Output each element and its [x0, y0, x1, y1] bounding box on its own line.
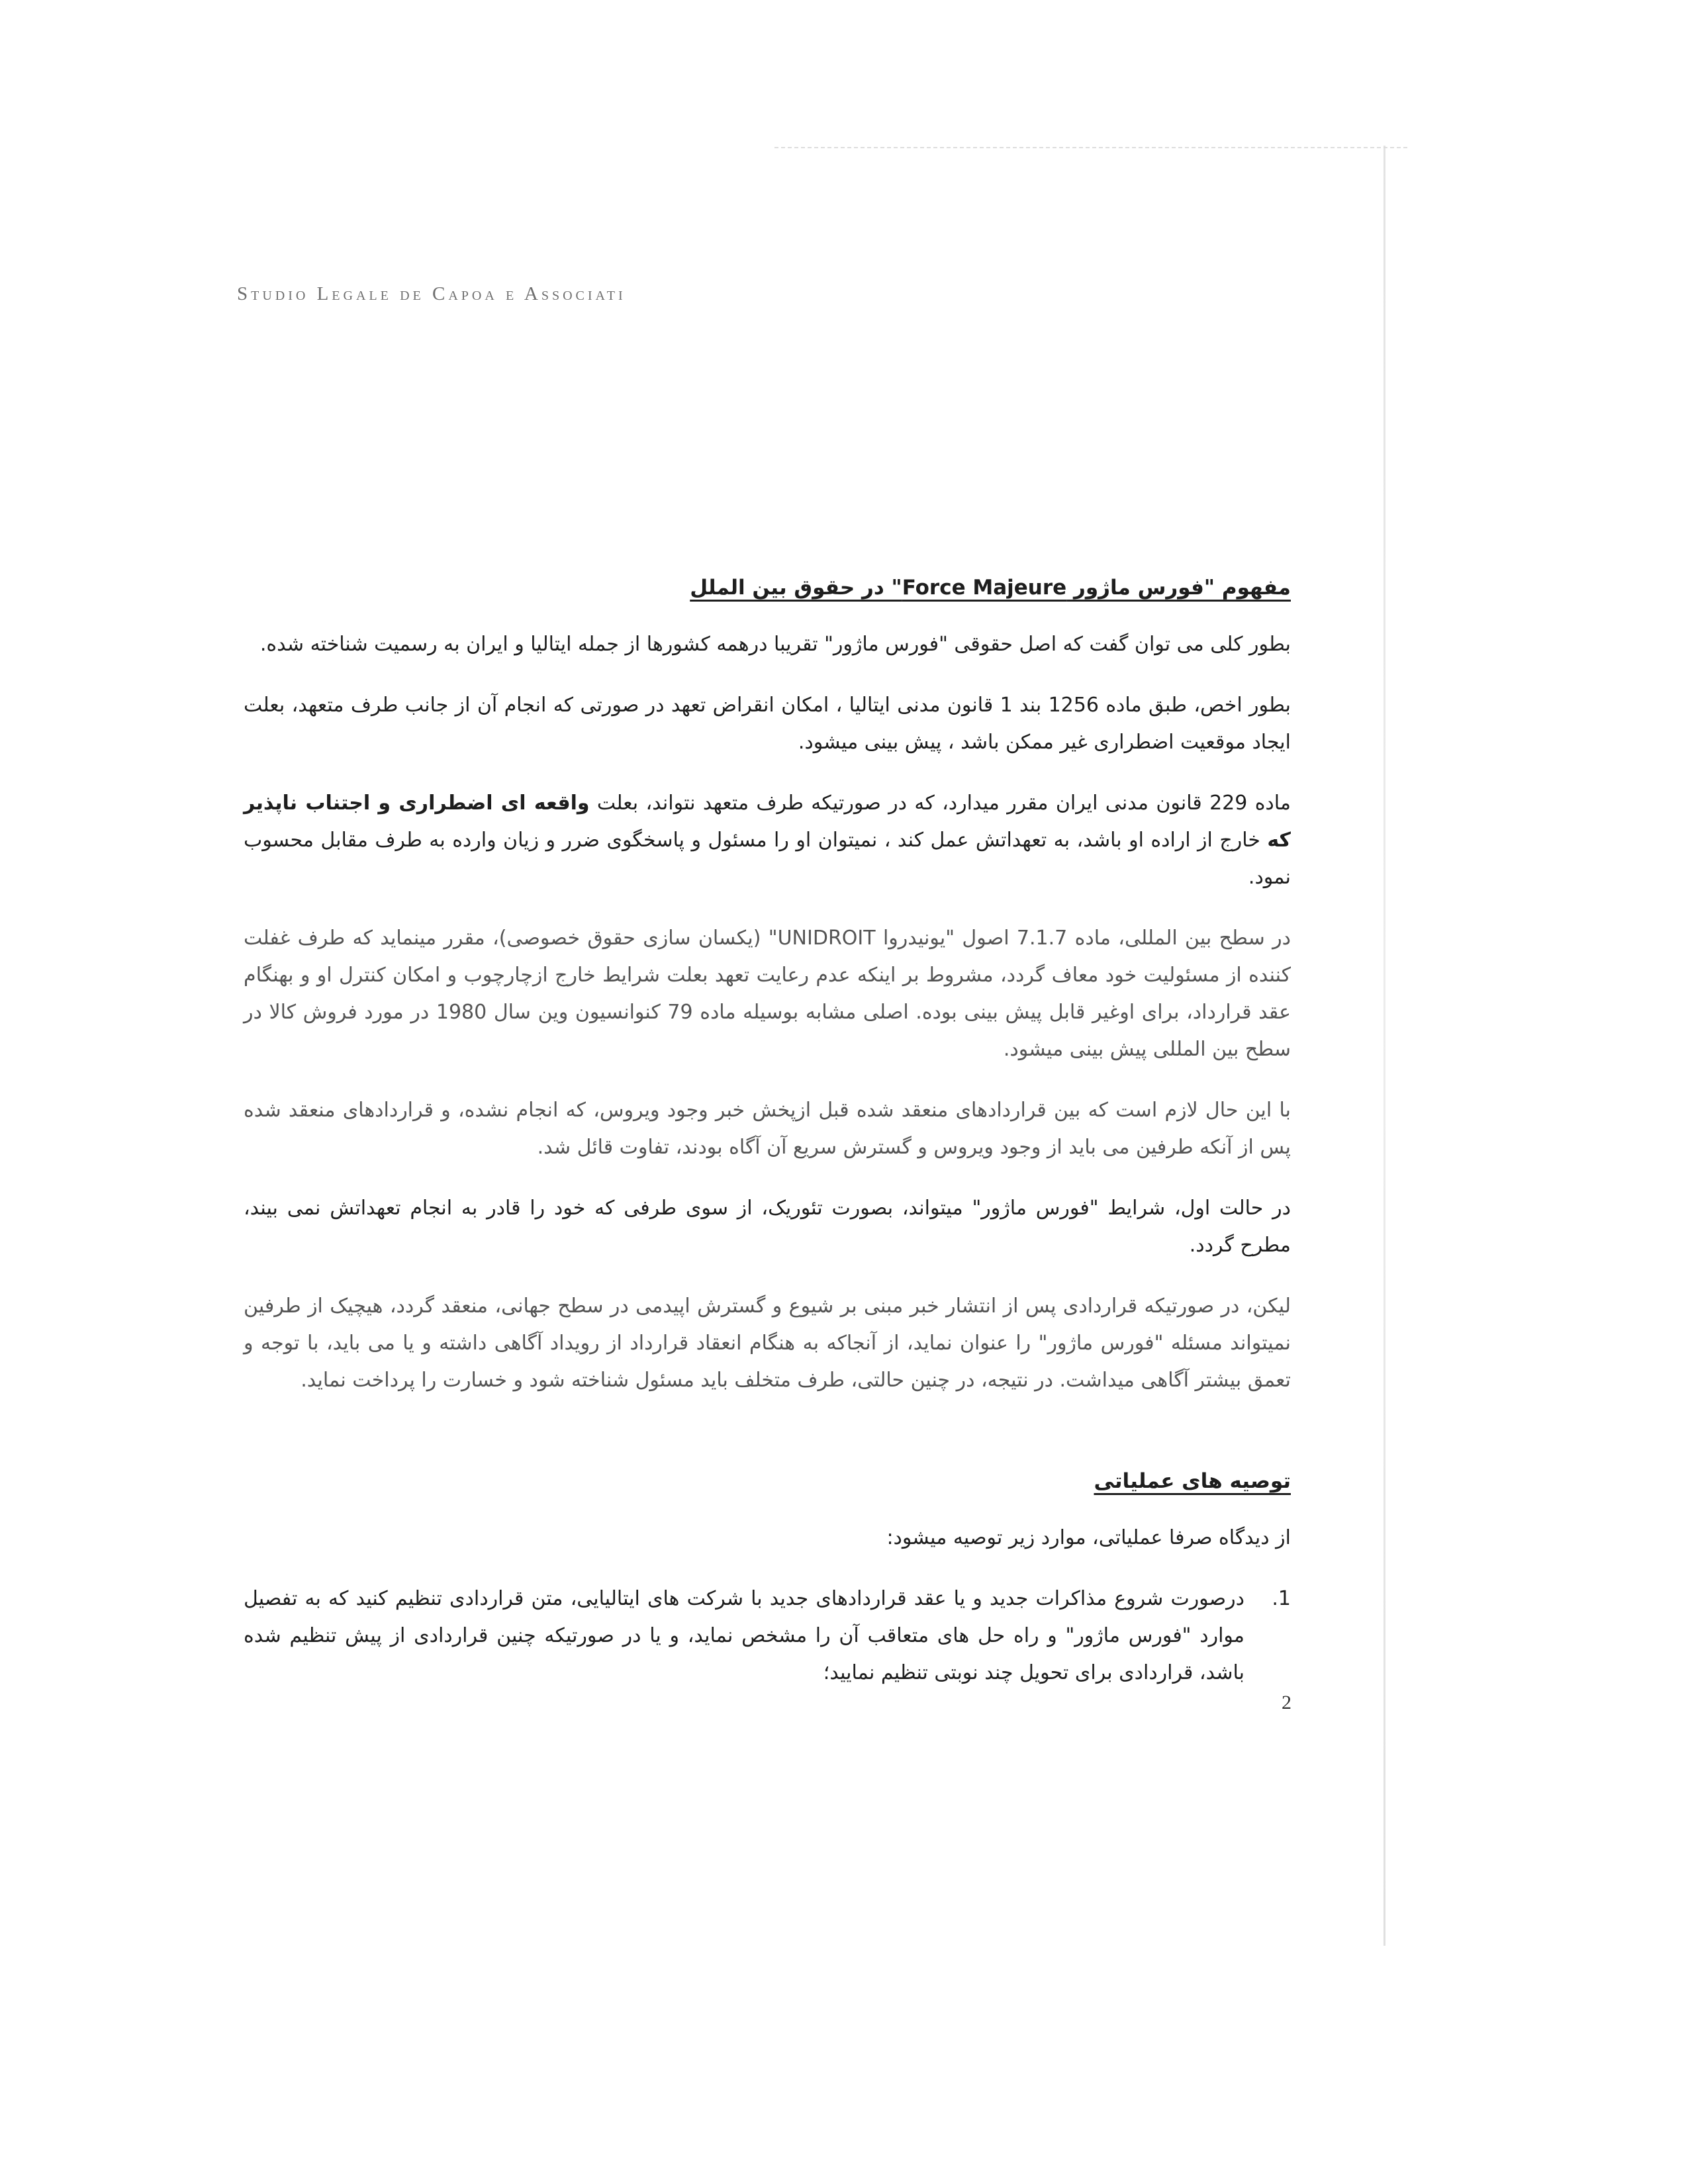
recommendations-intro: از دیدگاه صرفا عملیاتی، موارد زیر توصیه میشود:	[886, 1526, 1291, 1549]
list-item-text: درصورت شروع مذاکرات جدید و یا عقد قراردادهای جدید با شرکت های ایتالیایی، متن قراردادی تنظیم کنید که به تفصیل موارد "فورس ماژور" و راه حل های متعاقب آن را مشخص نماید، و یا در صورتیکه چنین قراردادی از پیش تنظیم شده باشد، قراردادی برای تحویل چند نوبتی تنظیم نمایید؛	[244, 1587, 1244, 1684]
paragraph-unidroit: در سطح بین المللی، ماده 7.1.7 اصول "یونیدروا UNIDROIT" (یکسان سازی حقوق خصوصی)، مقرر مینماید که طرف غفلت کننده از مسئولیت خود معاف گردد، مشروط بر اینکه عدم رعایت تعهد بعلت شرایط خارج ازچارچوب و امکان کنترل او و بهنگام عقد قرارداد، برای اوغیر قابل پیش بینی بوده. اصلی مشابه بوسیله ماده 79 کنوانسیون وین سال 1980 در مورد فروش کالا در سطح بین المللی پیش بینی میشود.	[244, 927, 1291, 1061]
scan-edge-top	[774, 147, 1410, 148]
article229-text-end: خارج از اراده او باشد، به تعهداتش عمل کند ، نمیتوان او را مسئول و پاسخگوی ضرر و زیان وارده به طرف مقابل محسوب نمود.	[244, 829, 1291, 889]
section-heading-recommendations: توصیه های عملیاتی	[1094, 1469, 1291, 1493]
firm-letterhead: Studio Legale de Capoa e Associati	[237, 283, 626, 304]
list-item	[244, 1580, 1291, 1692]
paragraph-general: بطور کلی می توان گفت که اصل حقوقی "فورس ماژور" تقریبا درهمه کشورها از جمله ایتالیا و ایران به رسمیت شناخته شده.	[259, 633, 1291, 656]
article229-bold-text: واقعه ای اضطراری و اجتناب ناپذیر که	[244, 792, 1291, 852]
paragraph-contract-timing: با این حال لازم است که بین قراردادهای منعقد شده قبل ازپخش خبر وجود ویروس، که انجام نشده، و قراردادهای منعقد شده پس از آنکه طرفین می باید از وجود ویروس و گسترش سریع آن آگاه بودند، تفاوت قائل شد.	[244, 1099, 1291, 1159]
article229-text-start: ماده 229 قانون مدنی ایران مقرر میدارد، که در صورتیکه طرف متعهد نتواند، بعلت	[589, 792, 1291, 815]
document-body	[244, 569, 1291, 1692]
paragraph-iranian-civil-code	[244, 785, 1291, 896]
paragraph-italian-civil-code: بطور اخص، طبق ماده 1256 بند 1 قانون مدنی ایتالیا ، امکان انقراض تعهد در صورتی که انجام آن از جانب طرف متعهد، بعلت ایجاد موقعیت اضطراری غیر ممکن باشد ، پیش بینی میشود.	[244, 694, 1291, 754]
scan-edge-right	[1383, 146, 1385, 1946]
page-number: 2	[1282, 1692, 1291, 1713]
list-item-number: 1.	[1272, 1587, 1291, 1610]
section-spacer	[244, 1423, 1291, 1463]
section-heading-force-majeure: مفهوم "فورس ماژور Force Majeure" در حقوق بین الملل	[690, 576, 1291, 600]
paragraph-first-case: در حالت اول، شرایط "فورس ماژور" میتواند، بصورت تئوریک، از سوی طرفی که خود را قادر به انجام تعهداتش نمی بیند، مطرح گردد.	[244, 1197, 1291, 1257]
paragraph-second-case: لیکن، در صورتیکه قراردادی پس از انتشار خبر مبنی بر شیوع و گسترش اپیدمی در سطح جهانی، منعقد گردد، هیچیک از طرفین نمیتواند مسئله "فورس ماژور" را عنوان نماید، از آنجاکه به هنگام انعقاد قرارداد از رویداد آگاهی داشته و یا می باید، با توجه و تعمق بیشتر آگاهی میداشت. در نتیجه، در چنین حالتی، طرف متخلف باید مسئول شناخته شود و خسارت را پرداخت نماید.	[244, 1295, 1291, 1392]
